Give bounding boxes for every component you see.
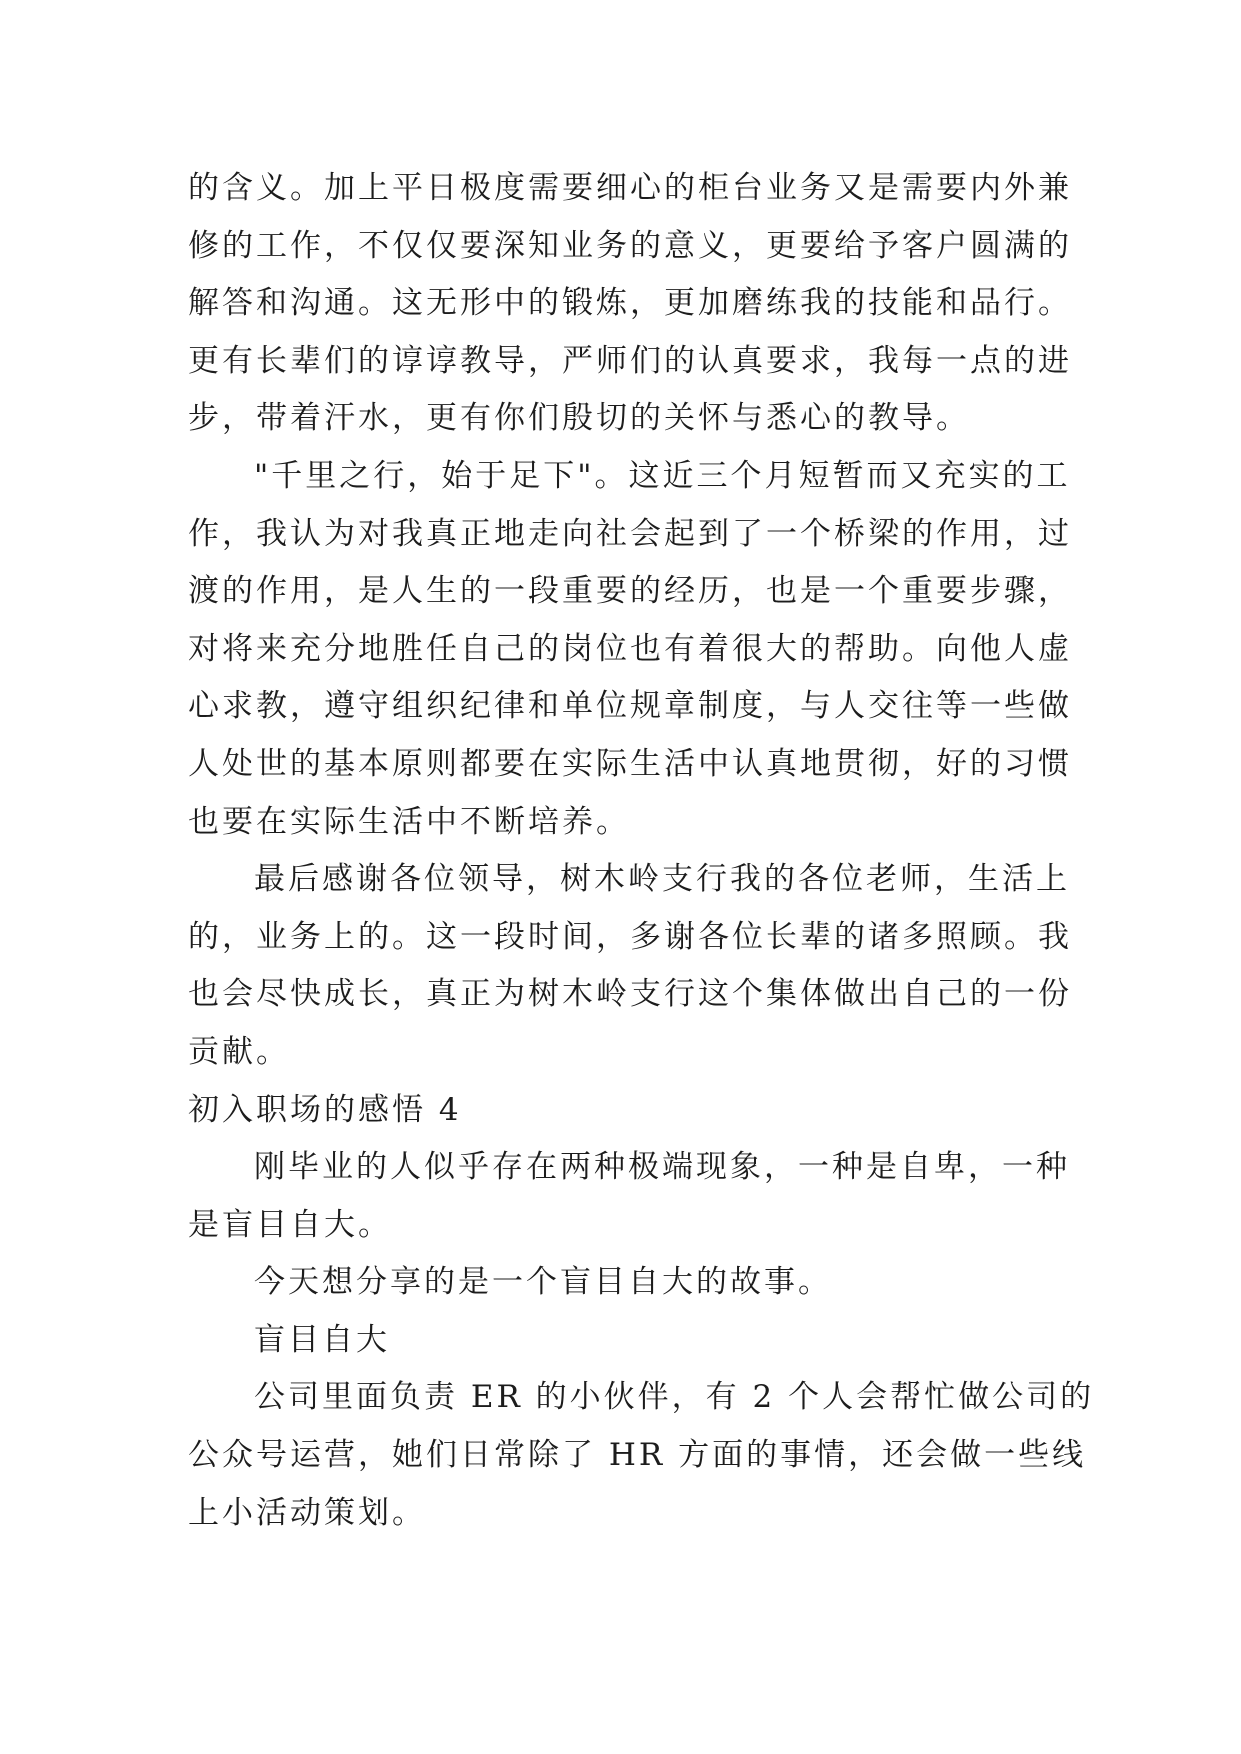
paragraph-line: 的，业务上的。这一段时间，多谢各位长辈的诸多照顾。我	[188, 918, 1072, 955]
paragraph-line: 作，我认为对我真正地走向社会起到了一个桥梁的作用，过	[188, 515, 1072, 552]
paragraph-line: 修的工作，不仅仅要深知业务的意义，更要给予客户圆满的	[188, 227, 1072, 264]
section-heading: 初入职场的感悟 4	[188, 1091, 462, 1128]
paragraph-line: 解答和沟通。这无形中的锻炼，更加磨练我的技能和品行。	[188, 285, 1072, 322]
paragraph-line: 也要在实际生活中不断培养。	[188, 803, 630, 840]
paragraph-line: 公众号运营，她们日常除了 HR 方面的事情，还会做一些线	[188, 1437, 1087, 1474]
paragraph-line: 心求教，遵守组织纪律和单位规章制度，与人交往等一些做	[188, 688, 1072, 725]
document-body	[188, 160, 1095, 1542]
paragraph-line: 今天想分享的是一个盲目自大的故事。	[254, 1264, 832, 1301]
paragraph-line: 的含义。加上平日极度需要细心的柜台业务又是需要内外兼	[188, 170, 1072, 206]
paragraph-line: 刚毕业的人似乎存在两种极端现象，一种是自卑，一种	[254, 1149, 1070, 1186]
paragraph-line: 更有长辈们的谆谆教导，严师们的认真要求，我每一点的进	[188, 342, 1072, 379]
paragraph-line: 步，带着汗水，更有你们殷切的关怀与悉心的教导。	[188, 400, 970, 437]
paragraph-line: 贡献。	[188, 1033, 290, 1070]
paragraph-line: 是盲目自大。	[188, 1206, 392, 1243]
paragraph-line: 对将来充分地胜任自己的岗位也有着很大的帮助。向他人虚	[188, 630, 1072, 667]
paragraph-line: "千里之行，始于足下"。这近三个月短暂而又充实的工	[254, 457, 1071, 494]
paragraph-line: 也会尽快成长，真正为树木岭支行这个集体做出自己的一份	[188, 976, 1072, 1013]
paragraph-line: 公司里面负责 ER 的小伙伴，有 2 个人会帮忙做公司的	[254, 1379, 1095, 1416]
paragraph-line: 人处世的基本原则都要在实际生活中认真地贯彻，好的习惯	[188, 745, 1072, 782]
paragraph-line: 最后感谢各位领导，树木岭支行我的各位老师，生活上	[254, 861, 1070, 898]
paragraph-line: 渡的作用，是人生的一段重要的经历，也是一个重要步骤，	[188, 573, 1072, 610]
paragraph-line: 上小活动策划。	[188, 1494, 426, 1531]
paragraph-line: 盲目自大	[254, 1321, 390, 1358]
